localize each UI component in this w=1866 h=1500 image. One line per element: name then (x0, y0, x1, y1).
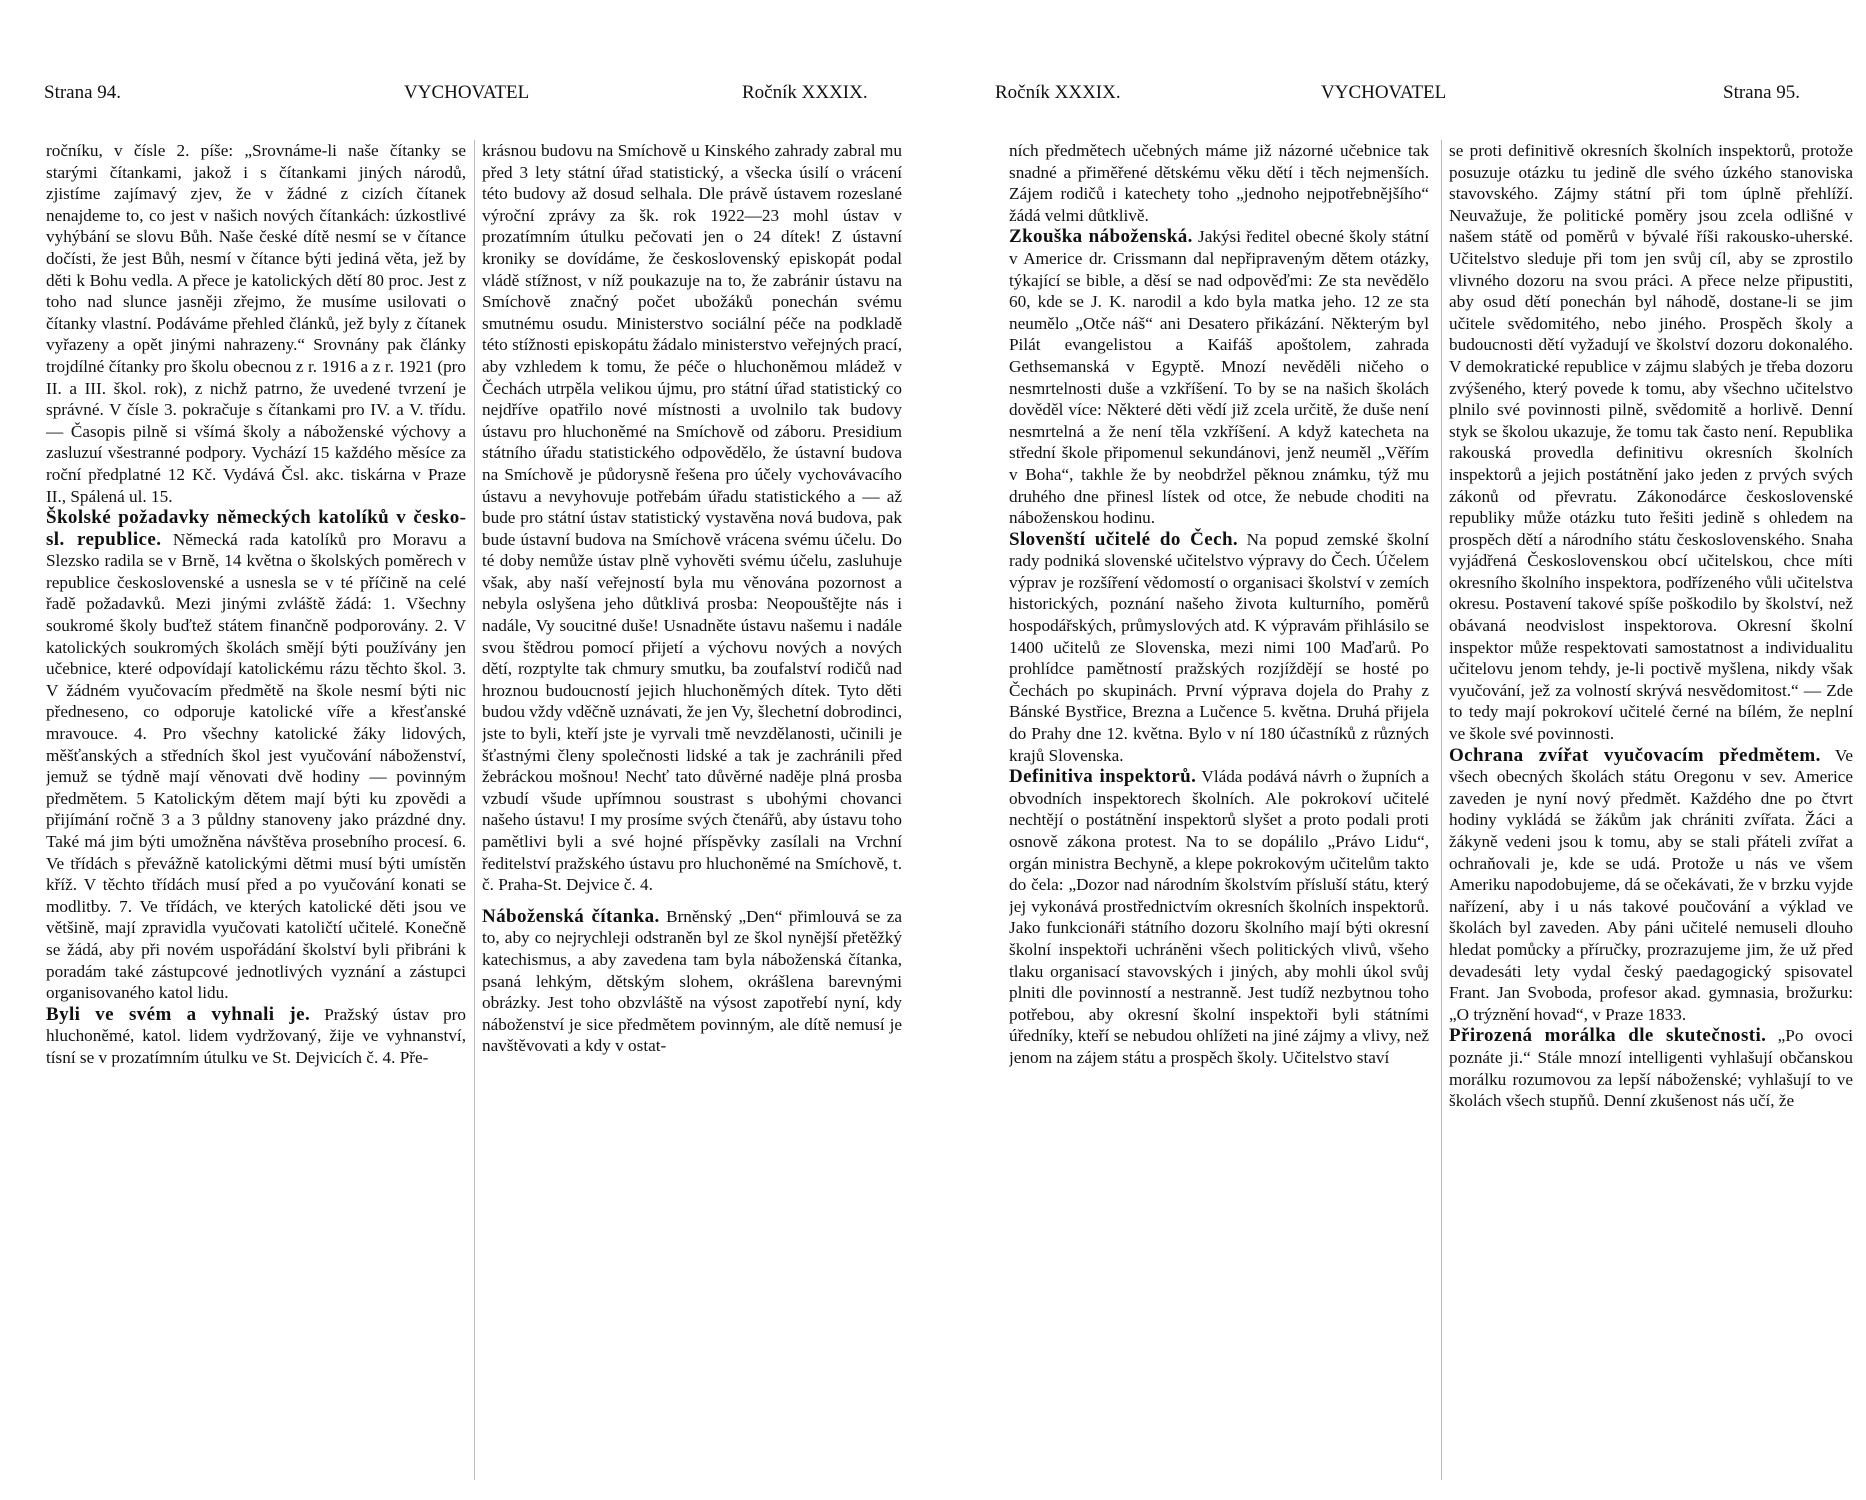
paragraph: Ochrana zvířat vyučovacím předmětem. Ve všech obecných školách státu Oregonu v sev. Americe zaveden je nyní nový předmět. Každého dne po čtvrt hodiny vykládá se žákům jak chrániti zvířata. Žáci a žákyně vedeni jsou k tomu, aby se stali přáteli zvířat a ochraňovali je, kde se udá. Protože u nás ve všem Ameriku napodobujeme, dá se očekávati, že v brzku vyjde nařízení, aby i u nás takové poučování a výklad ve školách byl zaveden. Aby páni učitelé nemuseli dlouho hledat pomůcky a příručky, prozrazujeme jim, že už před devadesáti lety vydal český paedagogický spisovatel Frant. Jan Svoboda, profesor akad. gymnasia, brožurku: „O trýznění hovad“, v Praze 1833. (1449, 744, 1853, 1024)
paragraph: Školské požadavky německých katolíků v českosl. republice. Německá rada katolíků pro Moravu a Slezsko radila se v Brně, 14 května o školských poměrech v republice československé a usnesla se v té příčině na celé řadě požadavků. Mezi jinými zvláště žádá: 1. Všechny soukromé školy buďtež státem finančně podporovány. 2. V katolických soukromých školách smějí býti používány jen učebnice, které odpovídají katolickému rázu těchto škol. 3. V žádném vyučovacím předmětě na škole nesmí býti nic předneseno, co odporuje katolické víře a křesťanské mravouce. 4. Pro všechny katolické žáky lidových, měšťanských a středních škol jest vyučování náboženství, jemuž se týdně mají věnovati dvě hodiny — povinným předmětem. 5 Katolickým dětem mají býti ku zpovědi a přijímání ročně 3 a 3 půldny stanoveny jako prázdné dny. Také má jim býti umožněna návštěva prosebního procesí. 6. Ve třídách s převážně katolickými dětmi musí býti umístěn kříž. V těchto třídách musí před a po vyučování konati se modlitby. 7. Ve třídách, ve kterých katolické děti jsou ve většině, mají zpravidla vyučovati katoličtí učitelé. Konečně se žádá, aby při novém uspořádání školství byli přibráni k poradám také zástupcové jednotlivých vyznání a zástupci organisovaného katol lidu. (46, 507, 466, 1003)
journal-title: VYCHOVATEL (1321, 82, 1447, 103)
paragraph: Definitiva inspektorů. Vláda podává návrh o župních a obvodních inspektorech školních. Ale pokrokoví učitelé nechtějí o postátnění inspektorů slyšet a proto podali proti osnově zákona protest. Na to se dopálilo „Právo Lidu“, orgán ministra Bechyně, a klepe pokrokovým učitelům takto do čela: „Dozor nad národním školstvím přísluší státu, který jej vykonává prostřednictvím okresních školních inspektorů. Jako funkcionáři státního dozoru školního mají býti okresní školní inspektoři uchráněni všech politických vlivů, všeho tlaku organisací stavovských i jiných, aby mohli úkol svůj plniti dle povinností a nestranně. Jest tudíž nezbytnou toho potřebou, aby okresní školní inspektoři byli státními úředníky, kteří se nebudou ohlížeti na jiné zájmy a vlivy, než jenom na zájem státu a prospěch školy. Učitelstvo staví (1009, 766, 1429, 1067)
paragraph: ročníku, v čísle 2. píše: „Srovnáme-li naše čítanky se starými čítankami, jakož i s čítankami jiných národů, zjistíme zajímavý zjev, že v žádné z cizích čítanek nenajdeme to, co jest v našich nových čítankách: úzkostlivé vyhýbání se slovu Bůh. Naše české dítě nesmí se v čítance dočísti, že jest Bůh, nesmí v čítance býti jediná věta, jež by děti k Bohu vedla. A přece je katolických dětí 80 proc. Jest z toho nad slunce jasněji zřejmo, že musíme usilovati o čítanky vlastní. Podáváme přehled článků, jež byly z čítanek vyřazeny a opět jinými nahrazeny.“ Srovnány pak články trojdílné čítanky pro školu obecnou z r. 1916 a z r. 1921 (pro II. a III. škol. rok), z nichž patrno, že uvedené tvrzení je správné. V čísle 3. pokračuje s čítankami pro IV. a V. třídu. — Časopis pilně si všímá školy a náboženské výchovy a zasluzuí všestranné podpory. Vychází 15 každého měsíce za roční předplatné 12 Kč. Vydává Čsl. akc. tiskárna v Praze II., Spálená ul. 15. (46, 141, 466, 506)
left-column-2 (482, 140, 902, 1480)
section-heading: Zkouška náboženská. (1009, 226, 1193, 248)
paragraph: Byli ve svém a vyhnali je. Pražský ústav pro hluchoněmé, katol. lidem vydržovaný, žije ve vyhnanství, tísní se v prozatímním útulku ve St. Dejvicích č. 4. Pře- (46, 1003, 466, 1067)
right-column-1 (1009, 140, 1429, 1480)
section-heading: Slovenští učitelé do Čech. (1009, 528, 1239, 550)
right-column-2 (1449, 140, 1853, 1480)
journal-title: VYCHOVATEL (404, 82, 530, 103)
section-heading: Školské požadavky německých katolíků v českosl. republice. (46, 507, 466, 550)
section-heading: Náboženská čítanka. (482, 905, 660, 927)
left-page-header (0, 82, 933, 112)
right-page-header (933, 82, 1866, 112)
section-heading: Přirozená morálka dle skutečnosti. (1449, 1025, 1767, 1047)
volume-label: Ročník XXXIX. (742, 82, 868, 103)
paragraph: Přirozená morálka dle skutečnosti. „Po ovoci poznáte ji.“ Stále mnozí intelligenti vyhlašují občanskou morálku rozumovou za lepší náboženské; vyhlašují to ve školách všech stupňů. Denní zkušenost nás učí, že (1449, 1025, 1853, 1111)
paragraph: ních předmětech učebných máme již názorné učebnice tak snadné a přiměřené dětskému věku dětí i těch nejmenších. Zájem rodičů i katechety toho „jednoho nejpotřebnějšího“ žádá velmi důtklivě. (1009, 141, 1429, 225)
page-number: Strana 95. (1723, 82, 1801, 103)
left-column-1 (46, 140, 466, 1480)
section-heading: Definitiva inspektorů. (1009, 766, 1197, 788)
paragraph: krásnou budovu na Smíchově u Kinského zahrady zabral mu před 3 lety státní úřad statistický, a všecka úsilí o vrácení této budovy až dosud selhala. Dle právě ústavem rozeslané výroční zprávy za šk. rok 1922—23 mohl ústav v prozatímním útulku pečovati jen o 24 dítek! Z ústavní kroniky se dovídáme, že československý episkopát podal vládě stížnost, v níž poukazuje na to, že zabránir ústavu na Smíchově značný počet ubožáků ponechán svému smutnému osudu. Ministerstvo sociální péče na podkladě této stížnosti episkopátu žádalo ministerstvo veřejných prací, aby vzhledem k tomu, že péče o hluchoněmou mládež v Čechách utrpěla velikou újmu, pro státní úřad statistický co nejdříve opatřilo nové místnosti a uvolnilo tak budovy ústavu pro hluchoněmé na Smíchově od záboru. Presidium státního úřadu statistického odpovědělo, že ústavní budova na Smíchově je půdorysně řešena pro účely vychovávacího ústavu a nevyhovuje potřebám úřadu statistického a — až bude pro státní ústav statistický vystavěna nová budova, pak bude ústavní budova na Smíchově vrácena svému účelu. Do té doby nemůže ústav plně vyhověti svému účelu, zasluhuje však, aby naší veřejností byla mu věnována pozornost a nebyla oslyšena jeho důtklivá prosba: Neopouštějte nás i nadále, Vy soucitné duše! Usnadněte ústavu našemu i nadále svou štědrou pomocí přijetí a výchovu nových a nových dětí, rozptylte tak chmury smutku, ba zoufalství rodičů nad hroznou budoucností jejich hluchoněmých dítek. Tyto děti budou vždy vděčně uznávati, že jen Vy, šlechetní dobrodinci, jste to byli, kteří jste je vyrvali tmě nevzdělanosti, učinili je šťastnými členy společnosti lidské a tak je zachránili před žebráckou mošnou! Nechť tato důvěrné naděje plná prosba vzbudí všude upřímnou soustrast s ubohými chovanci našeho ústavu! I my prosíme svých čtenářů, aby ústavu toho pamětlivi byli a své hojné příspěvky zasílali na Vrchní ředitelství pražského ústavu pro hluchoněmé na Smíchově, t. č. Praha-St. Dejvice č. 4. (482, 141, 902, 895)
paragraph: Slovenští učitelé do Čech. Na popud zemské školní rady podniká slovenské učitelstvo výpravy do Čech. Účelem výprav je rozšíření vědomostí o organisaci školství v zemích historických, poznání našeho života kulturního, poměrů hospodářských, průmyslových atd. K výpravám přihlásilo se 1400 učitelů ze Slovenska, mezi nimi 100 Maďarů. Po prohlídce pamětností pražských rozjíždějí se hosté po Čechách po skupinách. První výprava dojela do Prahy z Bánské Bystřice, Brezna a Lučence 5. května. Druhá přijela do Prahy dne 12. května. Bylo v ní 180 účastníků z různých krajů Slovenska. (1009, 528, 1429, 765)
paragraph: Zkouška náboženská. Jakýsi ředitel obecné školy státní v Americe dr. Crissmann dal nepřipraveným dětem otázky, týkající se bible, a děsí se nad odpověďmi: Ze sta nevědělo 60, kde se J. K. narodil a kdo byla matka jeho. 12 ze sta neumělo „Otče náš“ ani Desatero přikázání. Některým byl Pilát evangelistou a Kaifáš apoštolem, zahrada Gethsemanská v Egyptě. Mnozí nevěděli ničeho o nesmrtelnosti duše a vzkříšení. To by se na našich školách dověděl více: Některé děti vědí již zcela určitě, že duše není nesmrtelná a že není těla vzkříšení. A když katecheta na střední škole připomenul sekundánovi, jenž neuměl „Věřím v Boha“, takhle že by neobdržel pěknou známku, týž mu druhého dne přinesl lístek od otce, že nebude choditi na náboženskou hodinu. (1009, 226, 1429, 528)
page-number: Strana 94. (44, 82, 122, 103)
volume-label: Ročník XXXIX. (995, 82, 1121, 103)
column-divider (474, 140, 475, 1480)
paragraph: Náboženská čítanka. Brněnský „Den“ přimlouvá se za to, aby co nejrychleji odstraněn byl ze škol nynější přetěžký katechismus, a aby zavedena tam byla náboženská čítanka, psaná lehkým, dětským slohem, okrášlena barevnými obrázky. Jest toho obzvláště na výsost zapotřebí nyní, kdy náboženství je sice předmětem povinným, ale dítě nemusí je navštěvovati a kdy v ostat- (482, 905, 902, 1056)
section-heading: Byli ve svém a vyhnali je. (46, 1003, 311, 1025)
section-heading: Ochrana zvířat vyučovacím předmětem. (1449, 744, 1821, 766)
paragraph: se proti definitivě okresních školních inspektorů, protože posuzuje otázku tu jedině dle svého úzkého stanoviska stavovského. Zájmy státní při tom úplně přehlíží. Neuvažuje, že politické poměry jsou zcela odlišné v našem státě od poměrů v bývalé říši rakousko-uherské. Učitelstvo sleduje při tom jen svůj cíl, aby se zprostilo vlivného dozoru na svou práci. A přece nelze připustiti, aby osud dětí ponechán byl náhodě, dostane-li se jim učitele svědomitého, nebo jiného. Prospěch školy a budoucnosti dětí vyžadují ve školství dozoru dokonalého. V demokratické republice v zájmu slabých je třeba dozoru zvýšeného, který povede k tomu, aby všechno učitelstvo plnilo své povinnosti pilně, svědomitě a horlivě. Denní styk se školou ukazuje, že tomu tak často není. Republika rakouská provedla definitivu okresních školních inspektorů a jejich postátnění jako jeden z prvých svých zákonů od převratu. Zákonodárce československé republiky může otázku tuto řešiti jedině s ohledem na prospěch dětí a národního státu československého. Snaha vyjádřená Československou obcí učitelskou, chce míti okresního školního inspektora, podřízeného vůli učitelstva okresu. Postavení takové spíše poškodilo by školství, než obávaná neodvislost inspektorova. Okresní školní inspektor může respektovati samostatnost a individualitu učitelovu jenom tehdy, je-li poctivě myšlena, nikdy však vyučování, jež za volností skrývá nesvědomitost.“ — Zde to tedy mají pokrokoví učitelé černé na bílém, že neplní ve škole své povinnosti. (1449, 141, 1853, 744)
right-page (933, 0, 1866, 1500)
column-divider (1441, 140, 1442, 1480)
